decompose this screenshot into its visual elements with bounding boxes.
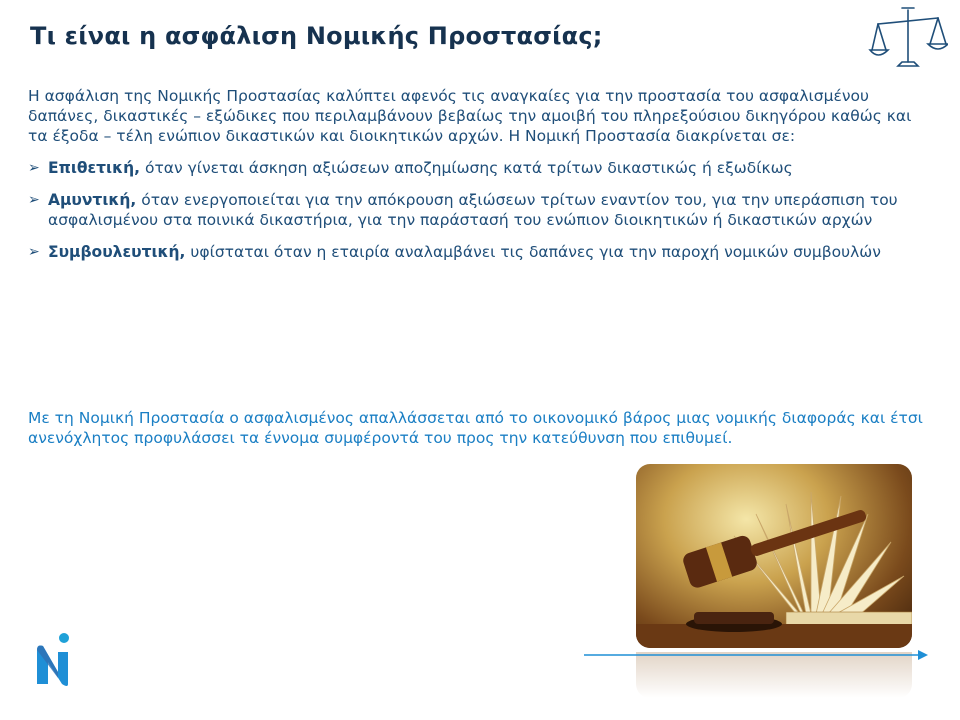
bullet-term: Συμβουλευτική, [48,243,186,261]
bullet-text: υφίσταται όταν η εταιρία αναλαμβάνει τις δαπάνες για την παροχή νομικών συμβουλών [185,243,881,261]
bullet-term: Αμυντική, [48,191,137,209]
body-text [28,86,928,274]
arrow-bullet-icon: ➢ [28,244,40,260]
intro-paragraph: Η ασφάλιση της Νομικής Προστασίας καλύπτει αφενός τις αναγκαίες για την προστασία του ασφαλισμένου δαπάνες, δικαστικές – εξώδικες που περιλαμβάνουν βεβαίως την αμοιβή του πληρεξούσιου δικηγόρου καθώς και τα έξοδα – τέλη ενώπιον δικαστικών και διοικητικών αρχών. Η Νομική Προστασία διακρίνεται σε: [28,87,912,145]
bullet-term: Επιθετική, [48,159,141,177]
gavel-book-photo [636,464,912,648]
bullet-text: όταν γίνεται άσκηση αξιώσεων αποζημίωσης κατά τρίτων δικαστικώς ή εξωδίκως [140,159,793,177]
company-logo [34,632,76,686]
arrow-bullet-icon: ➢ [28,160,40,176]
closing-paragraph: Με τη Νομική Προστασία ο ασφαλισμένος απαλλάσσεται από το οικονομικό βάρος μιας νομικής διαφοράς και έτσι ανενόχλητος προφυλάσσει τα έννομα συμφέροντά του προς την κατεύθυνση που επιθυμεί. [28,408,923,447]
arrow-right-icon [584,648,930,662]
slide-title: Τι είναι η ασφάλιση Νομικής Προστασίας; [30,22,603,50]
bullet-text: όταν ενεργοποιείται για την απόκρουση αξιώσεων τρίτων εναντίον του, για την υπεράσπιση του ασφαλισμένου στα ποινικά δικαστήρια, για την παράστασή του ενώπιον διοικητικών ή δικαστικών αρχών [48,191,898,229]
arrow-bullet-icon: ➢ [28,192,40,208]
bullet-item [28,190,928,230]
gavel-book-illustration [636,464,912,648]
scales-of-justice-icon [868,4,948,74]
bullet-item [28,242,928,262]
bullet-item [28,158,928,178]
